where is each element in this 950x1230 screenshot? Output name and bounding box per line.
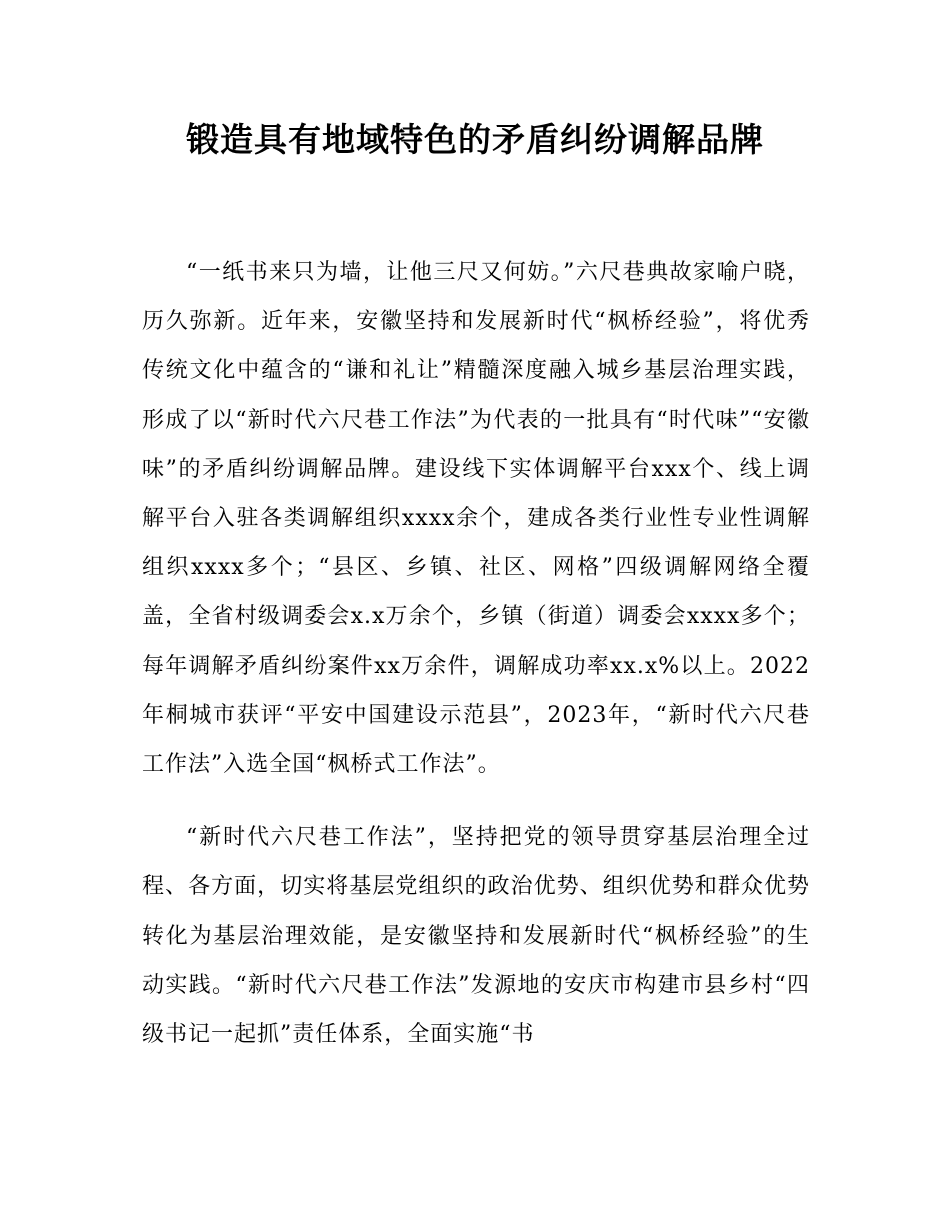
document-body xyxy=(142,248,810,1083)
document-title: 锻造具有地域特色的矛盾纠纷调解品牌 xyxy=(186,120,764,159)
paragraph: “一纸书来只为墙，让他三尺又何妨。”六尺巷典故家喻户晓，历久弥新。近年来，安徽坚持和发展新时代“枫桥经验”，将优秀传统文化中蕴含的“谦和礼让”精髓深度融入城乡基层治理实践，形成了以“新时代六尺巷工作法”为代表的一批具有“时代味”“安徽味”的矛盾纠纷调解品牌。建设线下实体调解平台xxx个、线上调解平台入驻各类调解组织xxxx余个，建成各类行业性专业性调解组织xxxx多个；“县区、乡镇、社区、网格”四级调解网络全覆盖，全省村级调委会x.x万余个，乡镇（街道）调委会xxxx多个；每年调解矛盾纠纷案件xx万余件，调解成功率xx.x%以上。2022年桐城市获评“平安中国建设示范县”，2023年，“新时代六尺巷工作法”入选全国“枫桥式工作法”。 xyxy=(142,260,810,778)
paragraph: “新时代六尺巷工作法”，坚持把党的领导贯穿基层治理全过程、各方面，切实将基层党组织的政治优势、组织优势和群众优势转化为基层治理效能，是安徽坚持和发展新时代“枫桥经验”的生动实践。“新时代六尺巷工作法”发源地的安庆市构建市县乡村“四级书记一起抓”责任体系，全面实施“书 xyxy=(142,825,810,1048)
